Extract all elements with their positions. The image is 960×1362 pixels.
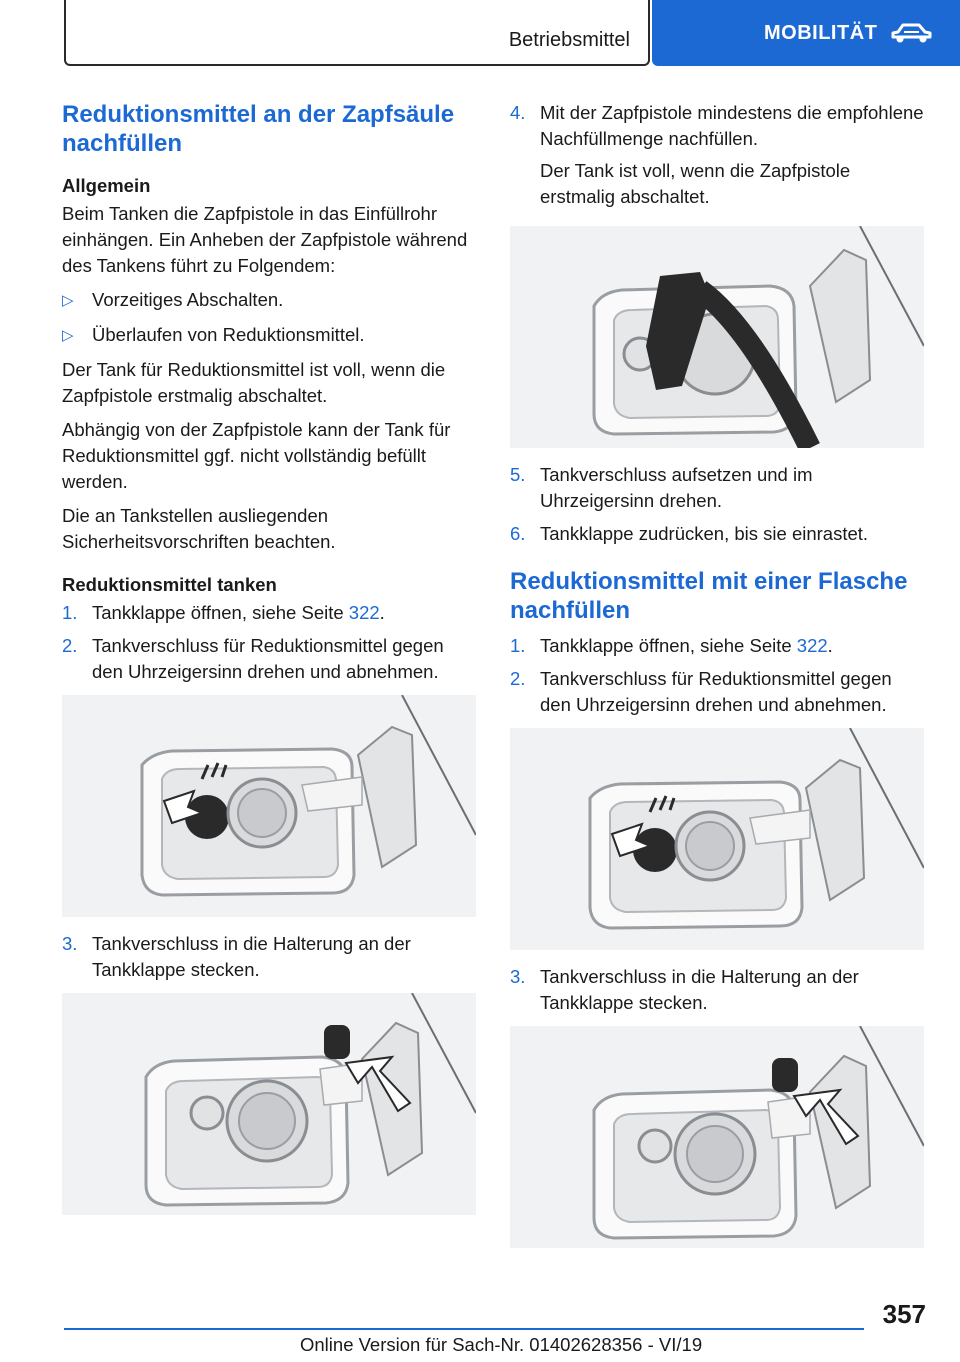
step-text-end: . xyxy=(827,635,833,656)
step-text: Mit der Zapfpistole mindestens die empfohlene Nachfüllmenge nachfüllen. xyxy=(540,102,924,149)
paragraph: Abhängig von der Zapfpistole kann der Tank für Reduktionsmittel ggf. nicht vollständig befüllt werden. xyxy=(62,419,451,492)
subheading-general: Allgemein xyxy=(62,175,151,196)
footer-text: Online Version für Sach-Nr. 01402628356 - VI/19 xyxy=(300,1334,703,1355)
step-number: 1. xyxy=(510,635,526,656)
page-link[interactable]: 322 xyxy=(796,635,828,656)
section-heading-pump: Reduktionsmittel an der Zapfsäule nachfüllen xyxy=(62,101,455,157)
step-text: Tankklappe öffnen, siehe Seite xyxy=(540,635,797,656)
step-number: 6. xyxy=(510,523,526,544)
step-text: Tankklappe zudrücken, bis sie einrastet. xyxy=(540,523,869,544)
paragraph: Die an Tankstellen ausliegenden Sicherheitsvorschriften beachten. xyxy=(62,505,336,552)
step-item xyxy=(62,931,476,983)
step-number: 3. xyxy=(510,966,526,987)
bottle-cap-removal-image xyxy=(510,728,924,950)
triangle-bullet-icon: ▷ xyxy=(62,327,74,344)
bullet-text: Vorzeitiges Abschalten. xyxy=(92,289,284,310)
bottle-cap-holder-image xyxy=(510,1026,924,1248)
paragraph: Der Tank für Reduktionsmittel ist voll, wenn die Zapfpistole erstmalig abschaltet. xyxy=(62,359,446,406)
page-number: 357 xyxy=(882,1299,926,1329)
subheading-fill: Reduktionsmittel tanken xyxy=(62,574,277,595)
step-item xyxy=(510,462,924,514)
header-chapter-title: MOBILITÄT xyxy=(764,21,878,44)
step-text: Tankverschluss für Reduktionsmittel gegen den Uhrzeigersinn drehen und abnehmen. xyxy=(92,635,444,682)
step-number: 3. xyxy=(62,933,78,954)
step-text-end: . xyxy=(379,602,385,623)
bullet-text: Überlaufen von Reduktionsmittel. xyxy=(92,324,365,345)
step-number: 5. xyxy=(510,464,526,485)
footer-divider xyxy=(64,1328,864,1330)
cap-removal-image xyxy=(62,695,476,917)
step-item xyxy=(510,633,924,659)
car-icon xyxy=(889,21,933,45)
step-text: Tankverschluss für Reduktionsmittel gegen den Uhrzeigersinn drehen und abnehmen. xyxy=(540,668,892,715)
step-item xyxy=(510,666,924,718)
step-item xyxy=(510,521,924,547)
step-text: Tankverschluss aufsetzen und im Uhrzeigersinn drehen. xyxy=(540,464,813,511)
general-text: Beim Tanken die Zapfpistole in das Einfüllrohr einhängen. Ein Anheben der Zapfpistole während des Tankens führt zu Folgendem: xyxy=(62,203,468,276)
list-item xyxy=(62,322,476,349)
step-item xyxy=(510,100,924,216)
right-column xyxy=(510,100,924,1262)
header-section-box xyxy=(64,0,650,66)
refill-nozzle-image xyxy=(510,226,924,448)
step-text: Tankverschluss in die Halterung an der Tankklappe stecken. xyxy=(540,966,859,1013)
list-item xyxy=(62,287,476,314)
step-item xyxy=(510,964,924,1016)
step-number: 4. xyxy=(510,102,526,123)
section-heading-bottle: Reduktionsmittel mit einer Flasche nachfüllen xyxy=(510,568,908,624)
header-chapter-box xyxy=(652,0,960,66)
triangle-bullet-icon: ▷ xyxy=(62,292,74,309)
page-link[interactable]: 322 xyxy=(348,602,380,623)
step-number: 2. xyxy=(62,635,78,656)
cap-holder-image xyxy=(62,993,476,1215)
step-text: Tankklappe öffnen, siehe Seite xyxy=(92,602,349,623)
header-section-title: Betriebsmittel xyxy=(508,29,630,51)
step-number: 2. xyxy=(510,668,526,689)
step-text: Tankverschluss in die Halterung an der Tankklappe stecken. xyxy=(92,933,411,980)
step-number: 1. xyxy=(62,602,78,623)
step-item xyxy=(62,600,476,626)
left-column xyxy=(62,100,476,1229)
step-item xyxy=(62,633,476,685)
step-note: Der Tank ist voll, wenn die Zapfpistole erstmalig abschaltet. xyxy=(540,160,851,207)
